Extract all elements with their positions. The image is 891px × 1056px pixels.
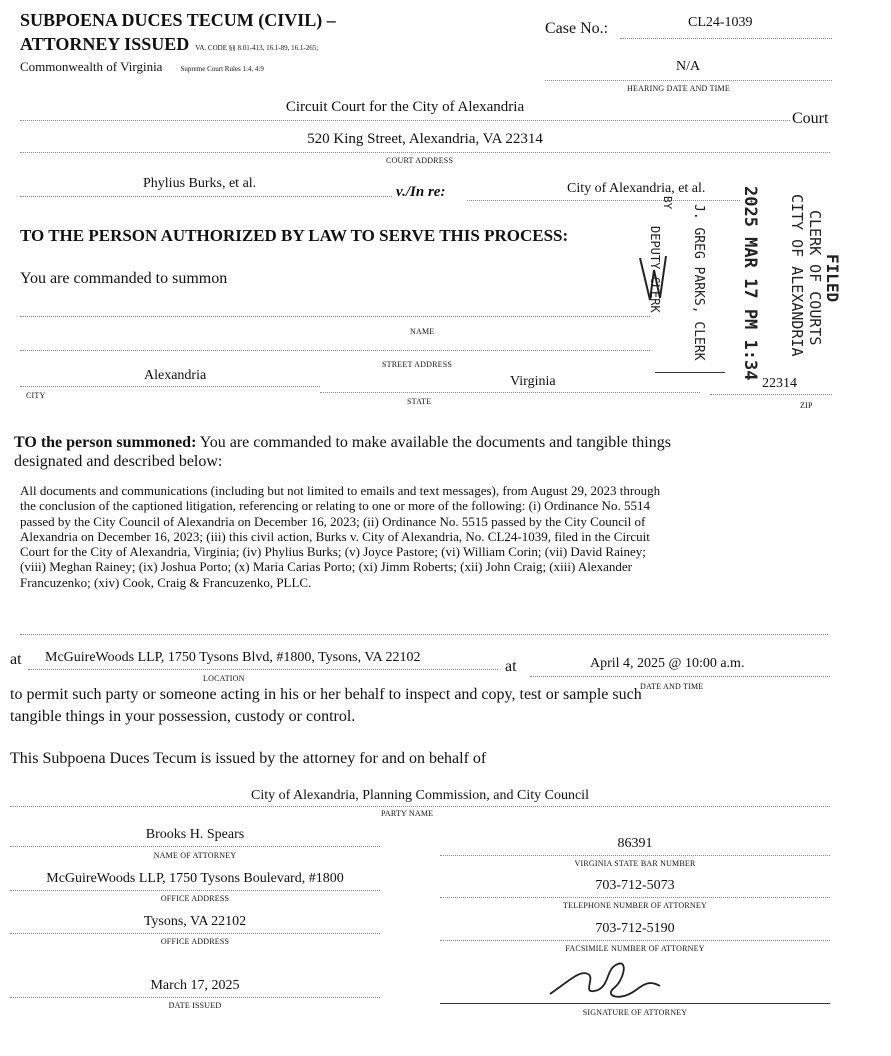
datetime-at-label: at	[505, 658, 517, 675]
serve-command: You are commanded to summon	[20, 270, 228, 287]
attorney-name-line	[10, 846, 380, 847]
summoned-paragraph	[14, 433, 834, 471]
phone-line	[440, 897, 830, 898]
datetime-caption: DATE AND TIME	[640, 682, 704, 691]
permit-line: to permit such party or someone acting in his or her behalf to inspect and copy, test or sample such	[10, 686, 642, 703]
office-address2-caption: OFFICE ADDRESS	[160, 937, 230, 946]
court-suffix: Court	[792, 110, 829, 127]
signature-caption: SIGNATURE OF ATTORNEY	[582, 1008, 688, 1017]
attorney-signature	[540, 950, 700, 1010]
city-value: Alexandria	[144, 368, 207, 383]
street-caption: STREET ADDRESS	[382, 360, 452, 369]
permit-paragraph	[10, 684, 840, 728]
stamp-by: BY	[661, 196, 674, 210]
phone-caption: TELEPHONE NUMBER OF ATTORNEY	[563, 901, 707, 910]
attorney-name-caption: NAME OF ATTORNEY	[153, 851, 237, 860]
zip-line	[710, 394, 832, 395]
deputy-initials-mark	[632, 250, 672, 310]
party-name-line	[10, 806, 830, 807]
zip-caption: ZIP	[800, 401, 813, 410]
stamp-deputy-clerk: DEPUTY CLERK	[648, 226, 662, 313]
datetime-value: April 4, 2025 @ 10:00 a.m.	[590, 656, 745, 671]
state-value: Virginia	[510, 374, 556, 389]
street-line	[20, 350, 650, 351]
hearing-date-line	[545, 80, 832, 81]
hearing-date-value: N/A	[676, 59, 701, 74]
documents-line: Francuzenko; (xiv) Cook, Craig & Francuzenko, PLLC.	[20, 574, 312, 590]
serve-heading: TO THE PERSON AUTHORIZED BY LAW TO SERVE THIS PROCESS:	[20, 226, 569, 245]
rules-reference: Supreme Court Rules 1:4, 4:9	[180, 65, 264, 73]
summoned-text-line1: You are commanded to make available the documents and tangible things	[199, 434, 671, 451]
date-issued-caption: DATE ISSUED	[168, 1001, 222, 1010]
bar-number-value: 86391	[617, 836, 653, 851]
case-number-label: Case No.:	[545, 20, 609, 37]
office-address1-line	[10, 890, 380, 891]
permit-line: tangible things in your possession, custody or control.	[10, 708, 356, 725]
issued-statement: This Subpoena Duces Tecum is issued by the attorney for and on behalf of	[10, 750, 487, 767]
jurisdiction: Commonwealth of Virginia	[20, 59, 163, 74]
documents-line: the conclusion of the captioned litigation, referencing or relating to one or more of the following: (i) Ordinance No. 5514	[20, 498, 650, 514]
documents-line: Court for the City of Alexandria, Virginia; (iv) Phylius Burks; (v) Joyce Pastore; (vi) William Corin; (vii) David Rainey;	[20, 544, 646, 560]
summoned-lead: TO the person summoned:	[14, 434, 197, 451]
location-line	[28, 669, 498, 670]
case-number-value: CL24-1039	[688, 15, 753, 30]
plaintiff-line	[20, 196, 392, 197]
defendant-name: City of Alexandria, et al.	[567, 181, 706, 196]
form-title-line2	[20, 34, 318, 55]
documents-bottom-line	[20, 634, 828, 635]
versus-label: v./In re:	[396, 184, 446, 200]
date-issued-line	[10, 997, 380, 998]
bar-number-line	[440, 855, 830, 856]
state-line	[320, 392, 700, 393]
documents-line: Alexandria on December 16, 2023; (iii) this civil action, Burks v. City of Alexandria, No. CL24-1039, filed in the Circuit	[20, 528, 650, 544]
court-address-line	[20, 152, 830, 153]
plaintiff-name: Phylius Burks, et al.	[143, 176, 257, 191]
documents-line: All documents and communications (including but not limited to emails and text messages), from August 29, 2023 through	[20, 483, 661, 498]
phone-value: 703-712-5073	[595, 878, 675, 893]
stamp-date: 2025 MAR 17 PM 1:34	[740, 186, 760, 381]
stamp-clerk-of-courts: CLERK OF COURTS	[806, 210, 824, 346]
stamp-clerk-name: J. GREG PARKS, CLERK	[691, 204, 706, 361]
location-caption: LOCATION	[203, 674, 245, 683]
jurisdiction-line	[20, 58, 264, 76]
datetime-line	[530, 676, 830, 677]
fax-caption: FACSIMILE NUMBER OF ATTORNEY	[565, 944, 705, 953]
defendant-line	[467, 200, 740, 201]
office-address2-line	[10, 933, 380, 934]
fax-value: 703-712-5190	[595, 921, 675, 936]
bar-number-caption: VIRGINIA STATE BAR NUMBER	[574, 859, 696, 868]
stamp-city-of-alexandria: CITY OF ALEXANDRIA	[788, 194, 806, 357]
location-at-label: at	[10, 651, 22, 668]
name-line	[20, 316, 650, 317]
stamp-filed: FILED	[823, 254, 842, 303]
case-number-line	[620, 38, 832, 39]
signature-line	[440, 1003, 830, 1004]
city-line	[20, 386, 320, 387]
documents-description	[20, 483, 840, 590]
court-name: Circuit Court for the City of Alexandria	[285, 99, 525, 115]
court-name-line	[20, 120, 790, 121]
state-caption: STATE	[407, 397, 432, 406]
location-value: McGuireWoods LLP, 1750 Tysons Blvd, #1800, Tysons, VA 22102	[45, 650, 421, 665]
documents-line: (viii) Meghan Rainey; (ix) Joshua Porto; (x) Maria Carias Porto; (xi) Jimm Roberts; (xii) John Craig; (xiii) Alexander	[20, 559, 632, 575]
court-address: 520 King Street, Alexandria, VA 22314	[307, 131, 543, 147]
form-title-line1: SUBPOENA DUCES TECUM (CIVIL) –	[20, 10, 336, 30]
stamp-rule	[655, 372, 725, 373]
court-address-caption: COURT ADDRESS	[386, 156, 454, 165]
form-title-attorney-issued: ATTORNEY ISSUED	[20, 34, 190, 54]
office-address2-value: Tysons, VA 22102	[143, 914, 247, 929]
summoned-text-line2: designated and described below:	[14, 453, 223, 470]
office-address1-value: McGuireWoods LLP, 1750 Tysons Boulevard, #1800	[46, 871, 344, 886]
code-reference: VA. CODE §§ 8.01-413, 16.1-89, 16.1-265;	[195, 44, 319, 52]
city-caption: CITY	[26, 391, 46, 400]
documents-line: passed by the City Council of Alexandria on December 16, 2023; (ii) Ordinance No. 5515 passed by the City Council of	[20, 513, 646, 529]
hearing-date-caption: HEARING DATE AND TIME	[627, 84, 730, 93]
zip-value: 22314	[762, 376, 797, 391]
party-name-value: City of Alexandria, Planning Commission, and City Council	[251, 788, 589, 803]
attorney-name-value: Brooks H. Spears	[145, 827, 245, 842]
office-address1-caption: OFFICE ADDRESS	[160, 894, 230, 903]
fax-line	[440, 940, 830, 941]
party-name-caption: PARTY NAME	[381, 809, 434, 818]
date-issued-value: March 17, 2025	[150, 978, 240, 993]
name-caption: NAME	[410, 327, 435, 336]
